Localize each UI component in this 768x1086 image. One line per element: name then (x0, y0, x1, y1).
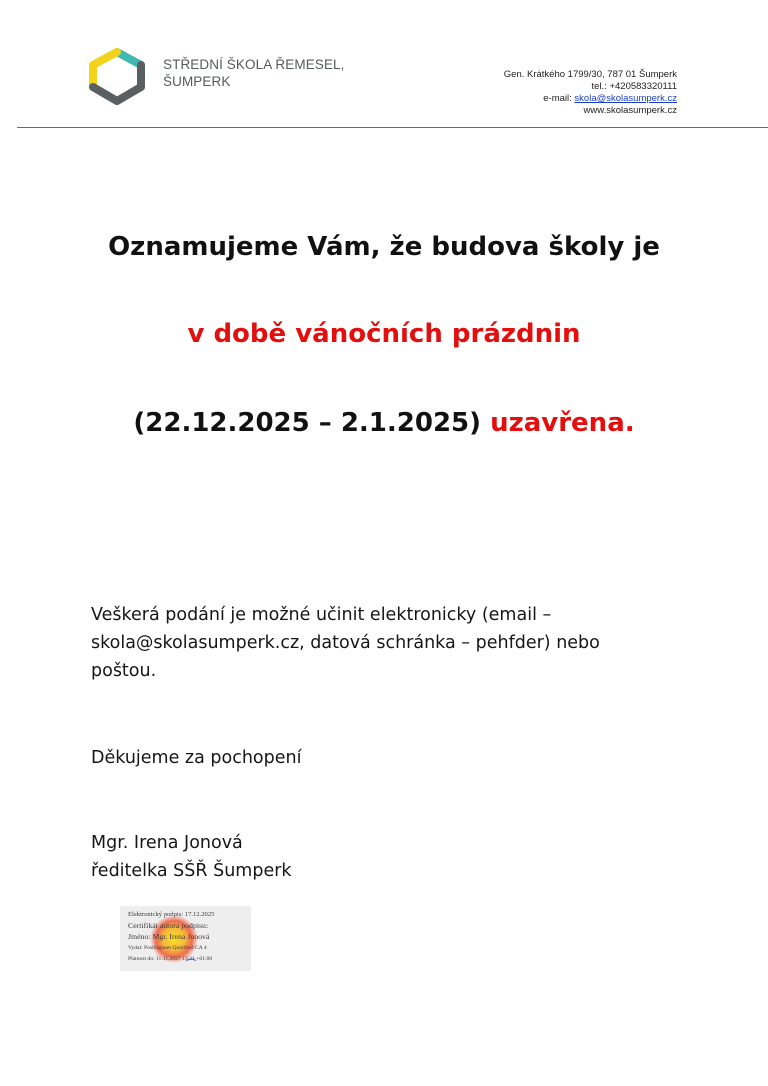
header-divider (17, 127, 768, 128)
contact-phone: tel.: +420583320111 (591, 81, 677, 92)
thanks-text: Děkujeme za pochopení (91, 748, 302, 768)
contact-email-label: e-mail: (543, 93, 575, 104)
stamp-issuer: Vydal: PostSignum Qualified CA 4 (128, 945, 207, 951)
closure-dates: (22.12.2025 – 2.1.2025) (133, 408, 482, 438)
stamp-certificate-label: Certifikát autora podpisu: (128, 921, 209, 930)
paragraph-line: poštou. (91, 661, 157, 681)
contact-block (504, 69, 677, 117)
contact-address: Gen. Krátkého 1799/30, 787 01 Šumperk (503, 69, 677, 80)
school-name-line2: ŠUMPERK (163, 74, 231, 89)
stamp-signed-date: Elektronický podpis: 17.12.2025 (128, 911, 215, 918)
submission-paragraph (91, 601, 671, 685)
signatory-role: ředitelka SŠŘ Šumperk (91, 861, 292, 881)
contact-web: www.skolasumperk.cz (583, 105, 677, 116)
signatory-name: Mgr. Irena Jonová (91, 833, 243, 853)
paragraph-line: skola@skolasumperk.cz, datová schránka – pehfder) nebo (91, 633, 600, 653)
electronic-signature-stamp (120, 906, 251, 971)
stamp-signer-name: Jméno: Mgr. Irena Jonová (128, 932, 210, 941)
announcement-line3 (0, 407, 768, 439)
school-name (163, 56, 345, 90)
school-name-line1: STŘEDNÍ ŠKOLA ŘEMESEL, (163, 57, 345, 72)
school-logo (86, 46, 148, 108)
announcement-line2: v době vánočních prázdnin (187, 319, 581, 349)
stamp-validity: Platnost do: 11.11.2027 13:21 +01:00 (128, 956, 213, 962)
contact-email-link[interactable]: skola@skolasumperk.cz (574, 93, 677, 104)
contact-email-row (504, 93, 677, 105)
stamp-text (128, 910, 214, 964)
signature-block (91, 829, 292, 885)
announcement-line1: Oznamujeme Vám, že budova školy je (108, 232, 660, 262)
paragraph-line: Veškerá podání je možné učinit elektronicky (email – (91, 605, 552, 625)
closure-status: uzavřena. (490, 408, 635, 438)
